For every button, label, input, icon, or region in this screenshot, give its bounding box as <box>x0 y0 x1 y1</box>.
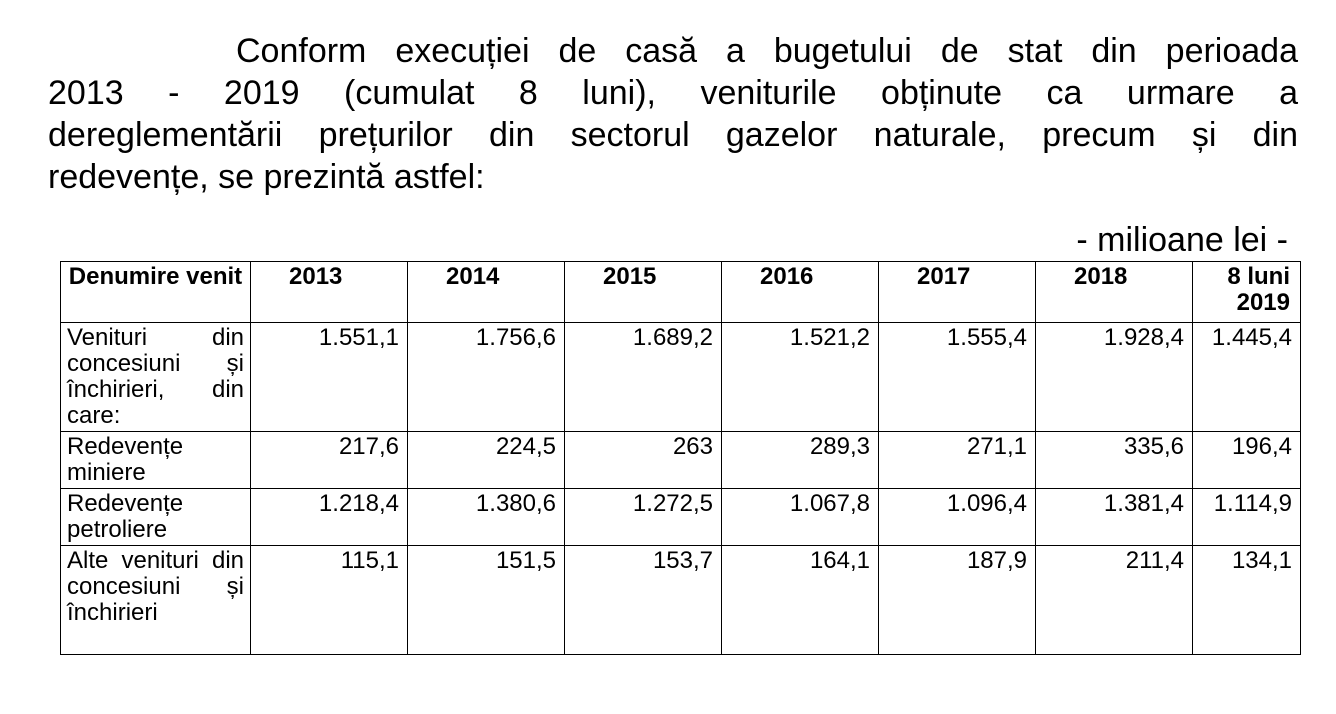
table-cell: 1.756,6 <box>408 323 565 432</box>
table-cell: 1.114,9 <box>1193 489 1301 546</box>
table-cell: 134,1 <box>1193 546 1301 655</box>
table-cell: 164,1 <box>722 546 879 655</box>
table-cell: 1.928,4 <box>1036 323 1193 432</box>
table-cell: 271,1 <box>879 432 1036 489</box>
table-cell: 153,7 <box>565 546 722 655</box>
table-cell: 1.380,6 <box>408 489 565 546</box>
table-cell: 263 <box>565 432 722 489</box>
table-cell: 224,5 <box>408 432 565 489</box>
table-cell: 1.551,1 <box>251 323 408 432</box>
table-row <box>61 432 1301 489</box>
column-header-year: 2017 <box>879 262 1036 323</box>
table-cell: 196,4 <box>1193 432 1301 489</box>
table-cell: 187,9 <box>879 546 1036 655</box>
table-cell: 289,3 <box>722 432 879 489</box>
row-label: Venituri din concesiuni și închirieri, din care: <box>61 323 251 432</box>
table-cell: 1.381,4 <box>1036 489 1193 546</box>
intro-paragraph <box>48 30 1298 198</box>
table-cell: 1.521,2 <box>722 323 879 432</box>
intro-line: dereglementării prețurilor din sectorul gazelor naturale, precum și din <box>48 116 1298 154</box>
unit-label: - milioane lei - <box>1076 221 1288 259</box>
table-cell: 1.096,4 <box>879 489 1036 546</box>
table-cell: 151,5 <box>408 546 565 655</box>
table-cell: 217,6 <box>251 432 408 489</box>
column-header-year: 2014 <box>408 262 565 323</box>
table-row <box>61 323 1301 432</box>
row-label: Redevențe petroliere <box>61 489 251 546</box>
table-cell: 1.555,4 <box>879 323 1036 432</box>
table-cell: 1.067,8 <box>722 489 879 546</box>
row-label: Redevențe miniere <box>61 432 251 489</box>
column-header-label: Denumire venit <box>61 262 251 323</box>
column-header-year: 2018 <box>1036 262 1193 323</box>
column-header-year: 2013 <box>251 262 408 323</box>
column-header-8-luni-2019: 8 luni 2019 <box>1193 262 1301 323</box>
table-cell: 115,1 <box>251 546 408 655</box>
column-header-year: 2016 <box>722 262 879 323</box>
table-cell: 1.272,5 <box>565 489 722 546</box>
column-header-year: 2015 <box>565 262 722 323</box>
row-label: Alte venituri din concesiuni și închirieri <box>61 546 251 655</box>
table-header-row <box>61 262 1301 323</box>
table-cell: 211,4 <box>1036 546 1193 655</box>
table-cell: 1.218,4 <box>251 489 408 546</box>
table-cell: 1.445,4 <box>1193 323 1301 432</box>
table-cell: 335,6 <box>1036 432 1193 489</box>
table-row <box>61 489 1301 546</box>
intro-line: redevențe, se prezintă astfel: <box>48 158 485 196</box>
intro-line: Conform execuției de casă a bugetului de stat din perioada <box>236 32 1298 70</box>
table-row <box>61 546 1301 655</box>
table-cell: 1.689,2 <box>565 323 722 432</box>
revenue-table <box>60 261 1301 655</box>
intro-line: 2013 - 2019 (cumulat 8 luni), veniturile obținute ca urmare a <box>48 74 1298 112</box>
